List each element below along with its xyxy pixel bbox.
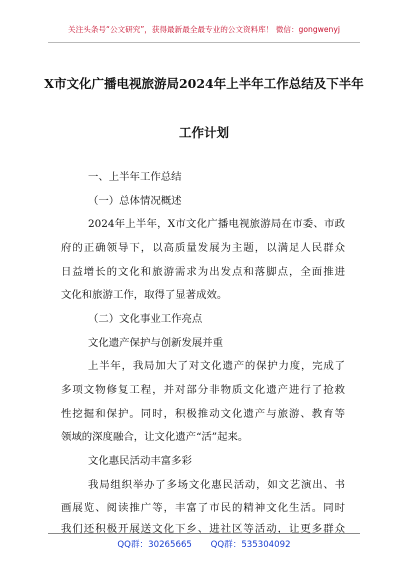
subsection-heading-1: （一）总体情况概述	[88, 195, 182, 207]
topic-heading-2: 文化惠民活动丰富多彩	[88, 455, 192, 467]
paragraph-line: 府的正确领导下，以高质量发展为主题，以满足人民群众	[61, 242, 345, 254]
paragraph-line: 领域的深度融合，让文化遗产“活”起来。	[61, 431, 249, 443]
section-heading-1: 一、上半年工作总结	[88, 171, 182, 183]
topic-heading-1: 文化遗产保护与创新发展并重	[88, 337, 224, 349]
subsection-heading-2: （二）文化事业工作亮点	[88, 313, 203, 325]
paragraph-line: 2024年上半年，X市文化广播电视旅游局在市委、市政	[88, 218, 345, 230]
header-notice: 关注头条号“公文研究”，获得最新最全最专业的公文资料库！ 微信：gongwenyj	[68, 25, 340, 34]
paragraph-line: 性挖掘和保护。同时，积极推动文化遗产与旅游、教育等	[61, 408, 345, 420]
paragraph-line: 画展览、阅读推广等，丰富了市民的精神文化生活。同时	[61, 502, 345, 514]
paragraph-line: 上半年，我局加大了对文化遗产的保护力度，完成了	[88, 360, 345, 372]
paragraph-line: 我们还积极开展送文化下乡、进社区等活动，让更多群众	[61, 523, 345, 535]
paragraph-line: 多项文物修复工程，并对部分非物质文化遗产进行了抢救	[61, 384, 345, 396]
paragraph-line: 文化和旅游工作，取得了显著成效。	[61, 289, 228, 301]
footer-qq-group-1: QQ群：30265665	[117, 540, 192, 550]
paragraph-line: 日益增长的文化和旅游需求为出发点和落脚点，全面推进	[61, 266, 345, 278]
document-title-line-1: X市文化广播电视旅游局2024年上半年工作总结及下半年	[44, 76, 364, 91]
footer-contact	[0, 538, 408, 550]
paragraph-line: 我局组织举办了多场文化惠民活动，如文艺演出、书	[88, 479, 345, 491]
header-divider	[48, 42, 360, 43]
footer-qq-group-2: QQ群：535304092	[210, 540, 291, 550]
footer-divider	[48, 533, 360, 534]
document-title-line-2: 工作计划	[178, 125, 229, 140]
